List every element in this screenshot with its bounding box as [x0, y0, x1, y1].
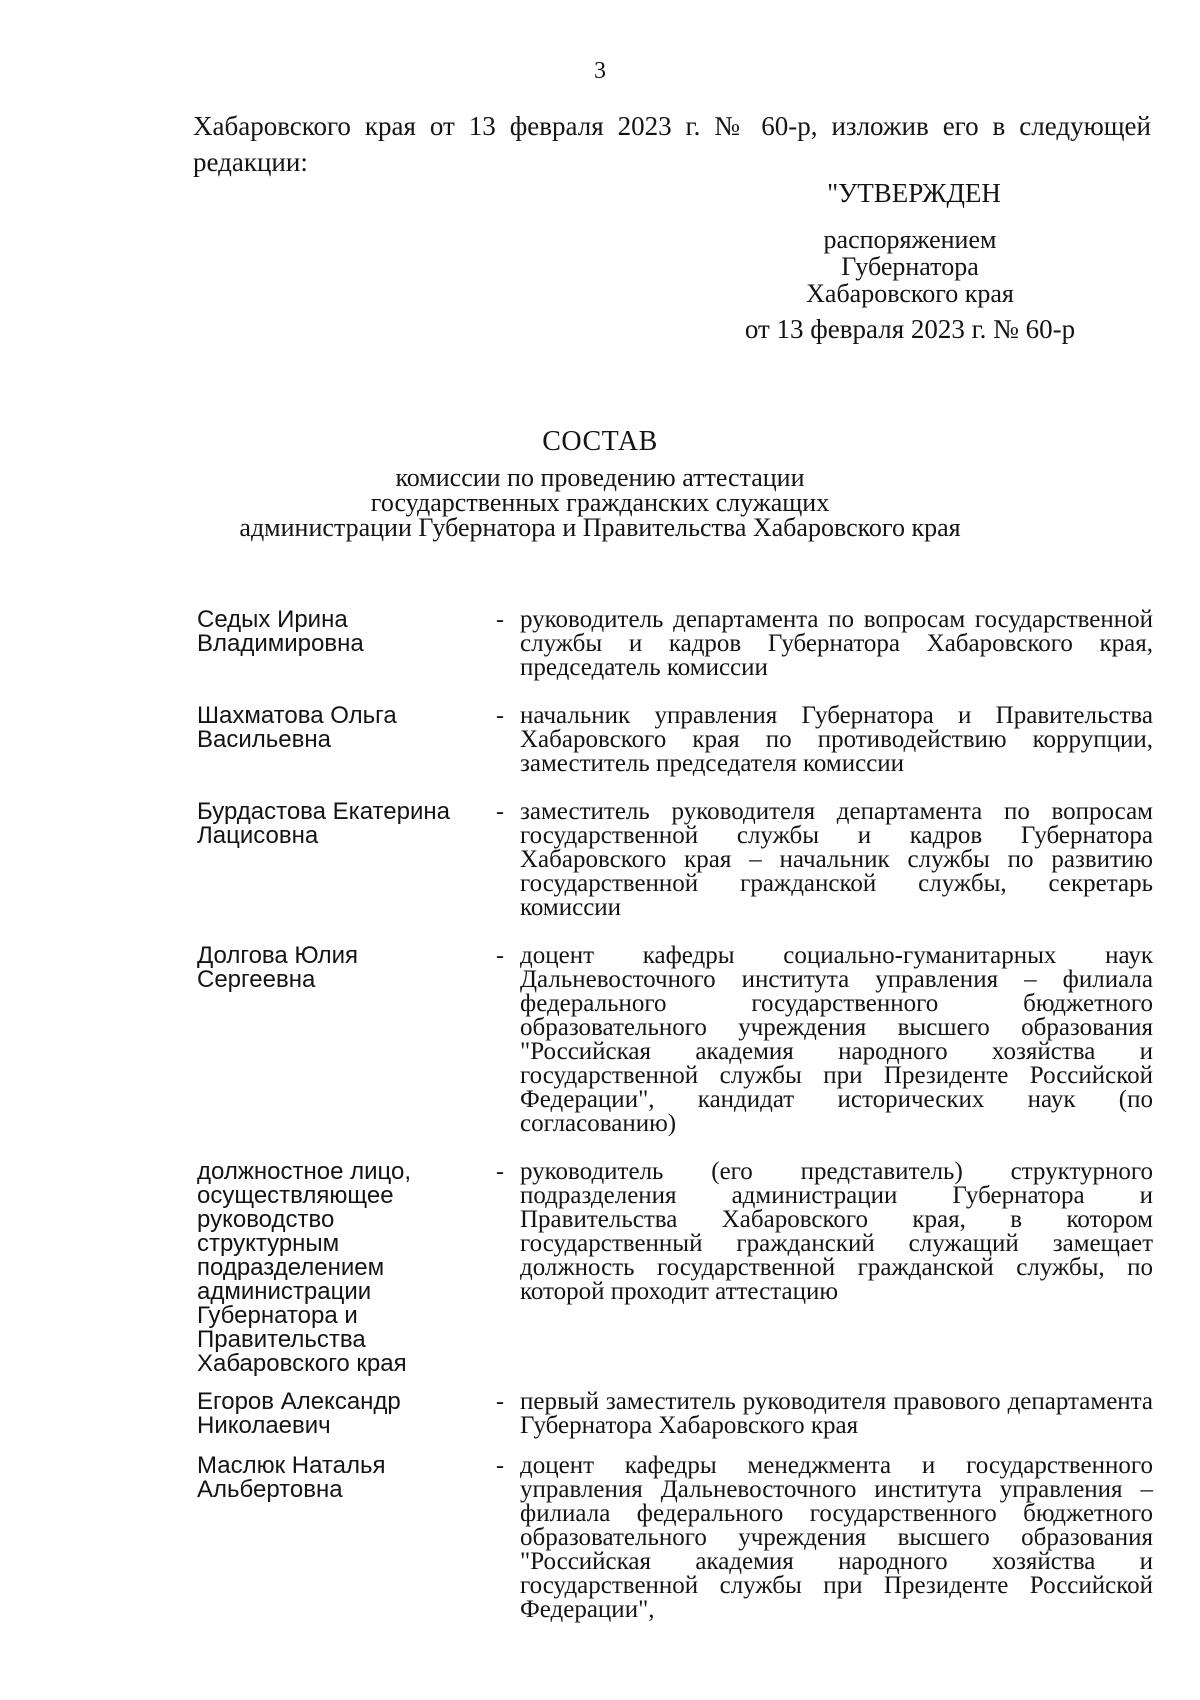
member-row	[197, 800, 1153, 920]
member-name: Егоров Александр Николаевич	[197, 1388, 401, 1439]
approval-date: от 13 февраля 2023 г. № 60-р	[744, 314, 1076, 344]
member-role: начальник управления Губернатора и Правительства Хабаровского края по противодействию коррупции, заместитель председателя комиссии	[520, 702, 1153, 777]
commission-member-list	[197, 608, 1153, 1622]
member-separator: -	[496, 1389, 504, 1415]
member-name: Шахматова Ольга Васильевна	[197, 702, 397, 753]
approval-title: "УТВЕРЖДЕН	[827, 178, 1001, 208]
document-title: СОСТАВ	[542, 426, 658, 457]
document-heading	[0, 425, 1200, 540]
approval-line: Губернатора	[841, 252, 979, 281]
member-name: Маслюк Наталья Альбертовна	[197, 1452, 386, 1503]
member-row	[197, 1390, 1153, 1438]
member-role: доцент кафедры менеджмента и государственного управления Дальневосточного института управления – филиала федерального государственного бюджетного образовательного учреждения высшего образования "Российская академия народного хозяйства и государственной службы при Президенте Российской Федерации",	[520, 1452, 1153, 1623]
member-name: Бурдастова Екатерина Лацисовна	[197, 798, 450, 849]
member-separator: -	[496, 703, 504, 729]
member-row	[197, 1454, 1153, 1622]
member-row	[197, 704, 1153, 776]
member-row	[197, 608, 1153, 680]
member-separator: -	[496, 1453, 504, 1479]
page-number: 3	[594, 58, 606, 84]
member-role: руководитель (его представитель) структурного подразделения администрации Губернатора и Правительства Хабаровского края, в котором государственный гражданский служащий замещает должность государственной гражданской службы, по которой проходит аттестацию	[520, 1158, 1153, 1305]
member-role: руководитель департамента по вопросам государственной службы и кадров Губернатора Хабаровского края, председатель комиссии	[520, 606, 1153, 681]
member-separator: -	[496, 1159, 504, 1185]
member-separator: -	[496, 799, 504, 825]
member-separator: -	[496, 607, 504, 633]
member-separator: -	[496, 943, 504, 969]
approval-line: Хабаровского края	[806, 279, 1014, 308]
document-subtitle-line: комиссии по проведению аттестации	[395, 463, 805, 492]
member-row	[197, 944, 1153, 1136]
member-name: должностное лицо, осуществляющее руководство структурным подразделением администрации Губернатора и Правительства Хабаровского края	[197, 1158, 411, 1377]
member-role: заместитель руководителя департамента по вопросам государственной службы и кадров Губернатора Хабаровского края – начальник службы по развитию государственной гражданской службы, секретарь комиссии	[520, 798, 1153, 921]
member-role: первый заместитель руководителя правового департамента Губернатора Хабаровского края	[520, 1388, 1153, 1439]
intro-paragraph: Хабаровского края от 13 февраля 2023 г. № 60-р, изложив его в следующей редакции:	[193, 111, 1151, 177]
member-row	[197, 1160, 1153, 1376]
document-subtitle-line: государственных гражданских служащих	[370, 488, 830, 517]
approval-line: распоряжением	[823, 225, 997, 254]
member-name: Седых Ирина Владимировна	[197, 606, 364, 657]
document-subtitle-line: администрации Губернатора и Правительства Хабаровского края	[239, 513, 961, 542]
approval-stamp	[700, 180, 1120, 343]
member-role: доцент кафедры социально-гуманитарных наук Дальневосточного института управления – филиала федерального государственного бюджетного образовательного учреждения высшего образования "Российская академия народного хозяйства и государственной службы при Президенте Российской Федерации", кандидат исторических наук (по согласованию)	[520, 942, 1153, 1137]
member-name: Долгова Юлия Сергеевна	[197, 942, 358, 993]
